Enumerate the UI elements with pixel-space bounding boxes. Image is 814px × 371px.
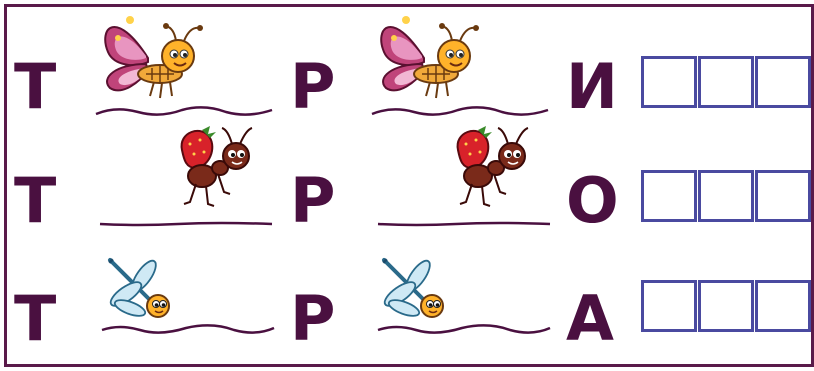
answer-cell[interactable]	[698, 280, 754, 332]
answer-line-2	[376, 320, 552, 338]
puzzle-row-3	[0, 246, 814, 356]
butterfly-icon	[96, 8, 216, 108]
letter-2: Р	[290, 50, 336, 123]
dragonfly-icon	[378, 254, 458, 329]
answer-cell[interactable]	[698, 170, 754, 222]
answer-cell[interactable]	[641, 170, 697, 222]
answer-line-1	[94, 102, 274, 120]
ant-with-strawberry-icon	[172, 122, 262, 217]
letter-2: Р	[290, 164, 336, 237]
butterfly-icon	[372, 8, 492, 108]
letter-1: Т	[14, 282, 57, 355]
dragonfly-icon	[104, 254, 184, 329]
answer-cell[interactable]	[755, 56, 811, 108]
answer-line-2	[376, 216, 552, 230]
answer-line-1	[98, 216, 274, 230]
answer-cell[interactable]	[755, 170, 811, 222]
answer-cell[interactable]	[641, 56, 697, 108]
ant-with-strawberry-icon	[448, 122, 538, 217]
letter-3: И	[566, 50, 618, 123]
answer-cell[interactable]	[641, 280, 697, 332]
letter-3: О	[566, 164, 619, 237]
letter-1: Т	[14, 50, 57, 123]
answer-cells	[641, 56, 814, 108]
answer-cell[interactable]	[755, 280, 811, 332]
answer-cells	[641, 170, 814, 222]
letter-3: А	[566, 282, 614, 355]
answer-line-2	[370, 102, 550, 120]
letter-2: Р	[290, 282, 336, 355]
answer-cell[interactable]	[698, 56, 754, 108]
puzzle-row-1	[0, 14, 814, 124]
answer-cells	[641, 280, 814, 332]
puzzle-row-2	[0, 128, 814, 238]
answer-line-1	[100, 320, 276, 338]
letter-1: Т	[14, 164, 57, 237]
